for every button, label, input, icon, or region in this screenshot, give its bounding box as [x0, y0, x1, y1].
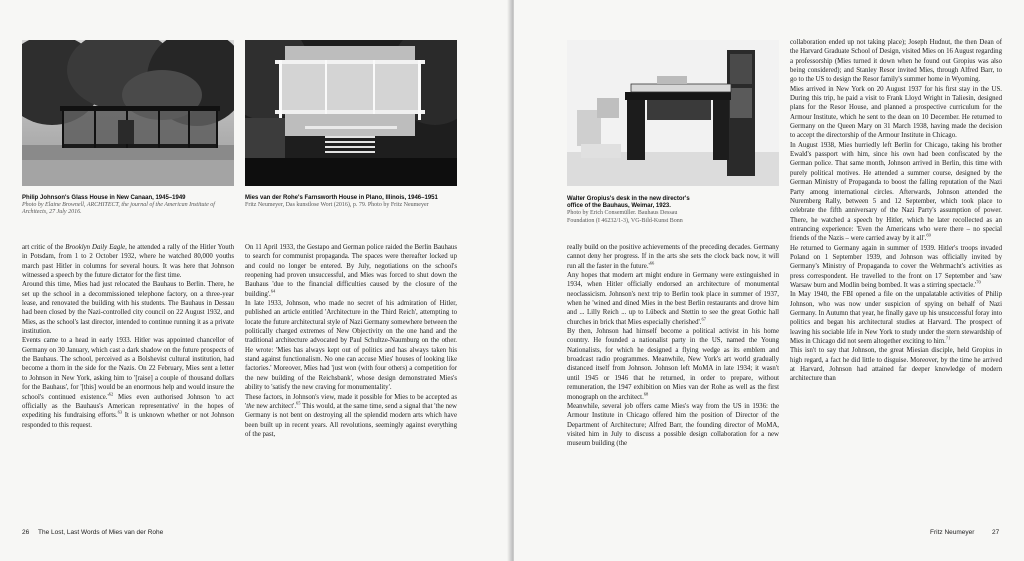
caption-credit: Photo by Erich Consemüller. Bauhaus Dessau Foundation (I 46232/1-3), VG-Bild-Kunst Bonn: [567, 210, 683, 224]
paragraph: art critic of the Brooklyn Daily Eagle, he attended a rally of the Hitler Youth in Potsdam, from 1 to 2 October 1932, where he watched 80,000 youths march past Hitler in columns for several hours. It was here that Johnson witnessed a speech by the future dictator for the first time.: [22, 244, 234, 280]
paragraph: Events came to a head in early 1933. Hitler was appointed chancellor of Germany on 30 January, which cast a dark shadow on the future prospects of the Bauhaus. The school, perceived as a Bolshevist cultural institution, had become a thorn in the side for the Nazis. On 22 February, Mies sent a letter to Johnson in New York, asking him to '[raise] a couple of thousand dollars for the Bauhaus', for '[this] would be an enormous help and would insure the school's continued $existence.'^{62}$ Mies even authorised Johnson 'to act officially as the Bauhaus's American representative' in the hopes of expediting his fundraising efforts.$^{63}$ It is unknown whether or not Johnson responded to this request.: [22, 337, 234, 429]
paragraph: really build on the positive achievements of the preceding decades. Germany cannot deny her progress. If in the arts she sets the clock back now, it will run all the faster in the $future.'^{66}$: [567, 244, 779, 270]
page-number-right: 27: [992, 529, 1000, 536]
caption-title: Philip Johnson's Glass House in New Canaan, 1945–1949: [22, 195, 186, 201]
glass-house-caption: [22, 195, 234, 217]
left-page: [0, 0, 510, 561]
paragraph: By then, Johnson had himself become a political activist in his home country. He founded a nationalist party in the US, named the Young Nationalists, for which he designed a flying wedge as its emblem and broadcast radio programmes. Meanwhile, New York's art world gradually distanced itself from Johnson. Johnson left MoMA in late 1934; it wasn't until 1945 or 1946 that he returned, in order to prepare, without remuneration, the 1947 exhibition on Mies van der Rohe as well as the first monograph on the architect.$^{68}$: [567, 328, 779, 401]
paragraph: Meanwhile, several job offers came Mies's way from the US in 1936: the Armour Institute in Chicago offered him the position of Director of the Department of Architecture; Alfred Barr, the founding director of MoMA, visited him in July to discuss a possible design collaboration for a new museum building (the: [567, 402, 779, 448]
glass-house-photo: [22, 40, 234, 186]
caption-credit: Fritz Neumeyer, Das kunstlose Wort (2016), p. 79. Photo by Fritz Neumeyer: [245, 202, 429, 209]
paragraph: These factors, in Johnson's view, made it possible for Mies to be accepted as 'the new architect'.$^{65}$ This would, at the same time, send a signal that 'the new Germany is not bent on destroying all the splendid modern arts which have been built up in recent years. All revolutions, seemingly against everything of the past,: [245, 393, 457, 438]
paragraph: collaboration ended up not taking place); Joseph Hudnut, the then Dean of the Harvard Graduate School of Design, visited Mies on 16 August regarding a professorship (Mies turned it down when he found out Gropius was also being considered); and Stanley Resor invited Mies, through Alfred Barr, to go to the US to design the Resor family's summer home in Wyoming.: [790, 39, 1002, 84]
paragraph: In late 1933, Johnson, who made no secret of his admiration of Hitler, published an article entitled 'Architecture in the Third Reich', attempting to locate the future architectural style of Nazi Germany somewhere between the politically charged extremes of New Objectivity on the one hand and the traditional architecture advocated by Paul Schultze-Naumburg on the other. He wrote: 'Mies has always kept out of politics and has always taken his stand against functionalism. No one can accuse Mies' houses of looking like factories.' Moreover, Mies had 'just won (with four others) a competition for the new building of the Reichsbank', whose design demonstrated Mies's ability to 'satisfy the new craving for monumentality'.: [245, 300, 457, 392]
text-column-right-1: [567, 243, 779, 523]
text-column-right-2: [790, 38, 1002, 523]
paragraph: On 11 April 1933, the Gestapo and German police raided the Berlin Bauhaus to search for communist propaganda. The spaces were thereafter locked up and could no longer be entered. By July, negotiations on the school's reopening had proven unsuccessful, and Mies was forced to shut down the Bauhaus 'due to the financial difficulties caused by the closure of the building'.$^{64}$: [245, 244, 457, 298]
running-title: The Lost, Last Words of Mies van der Rohe: [38, 529, 164, 536]
caption-credit: Photo by Elaine Brownell, ARCHITECT, the journal of the American Institute of Architects, 27 July 2016.: [22, 202, 215, 216]
page-number-left: 26: [22, 529, 30, 536]
gropius-desk-caption: [567, 196, 697, 225]
gropius-desk-photo: [567, 40, 779, 186]
text-column-left-1: [22, 243, 234, 523]
paragraph: In May 1940, the FBI opened a file on the unpalatable activities of Philip Johnson, who was now under suspicion of spying on behalf of Nazi Germany. In Autumn that year, he finally gave up his unsuccessful foray into politics and began his architectural studies at Harvard. The prospect of leaving his sociable life in New York to study under the stern stewardship of Mies in Chicago did not seem altogether exciting to him.$^{71}$: [790, 291, 1002, 345]
paragraph: Any hopes that modern art might endure in Germany were extinguished in 1934, when Hitler officially endorsed an architecture of monumental neoclassicism. Johnson's next trip to Berlin took place in summer of 1937, when he 'wined and dined Mies in the best Berlin restaurants and drove him and ... Lilly Reich ... up to Lübeck and Stettin to see the great Gothic hall churches in brick that Mies especially cherished'.$^{67}$: [567, 272, 779, 326]
right-page: [514, 0, 1024, 561]
paragraph: Around this time, Mies had just relocated the Bauhaus to Berlin. There, he set up the school in a decommissioned telephone factory, on a three-year lease, and renovated the building with his students. The Bauhaus in Dessau had been closed by the Nazi-controlled city council on 22 August 1932, and Mies, as the school's last director, intended to continue running it as a private institution.: [22, 281, 234, 336]
paragraph: He returned to Germany again in summer of 1939. Hitler's troops invaded Poland on 1 September 1939, and Johnson was officially invited by Germany's Ministry of Propaganda to cover the Wehrmacht's activities as press correspondent. He travelled to the front on 17 September and 'saw Warsaw burn and Modlin being bombed. It was a stirring $spectacle.'^{70}$: [790, 244, 1002, 289]
caption-title: Mies van der Rohe's Farnsworth House in Plano, Illinois, 1946–1951: [245, 195, 438, 201]
farnsworth-house-caption: [245, 195, 457, 209]
paragraph: This isn't to say that Johnson, the great Miesian disciple, held Gropius in high regard, a fact he did little to disguise. Moreover, by the time he arrived at Harvard, Johnson had attained far deeper knowledge of modern architecture than: [790, 347, 1002, 383]
running-author: Fritz Neumeyer: [930, 529, 975, 536]
paragraph: Mies arrived in New York on 20 August 1937 for his first stay in the US. During this trip, he paid a visit to Frank Lloyd Wright in Taliesin, designed plans for the Resor House, and planned a prospective curriculum for the Armour Institute, which he sent to the dean on 10 December. He returned to Germany on the Queen Mary on 31 March 1938, having made the decision to accept the directorship of the Armour Institute in Chicago.: [790, 85, 1002, 140]
text-column-left-2: [245, 243, 457, 523]
caption-title: Walter Gropius's desk in the new director's office of the Bauhaus, Weimar, 1923.: [567, 196, 690, 210]
farnsworth-house-photo: [245, 40, 457, 186]
paragraph: In August 1938, Mies hurriedly left Berlin for Chicago, taking his brother Ewald's passport with him, since his own had been confiscated by the German police. That same month, Johnson arrived in Berlin, this time with purely political motives. He attended a summer course, designed by the German Ministry of Propaganda to boost the falling reputation of the Nazi Party among international circles. Afterwards, Johnson attended the Nuremberg Rally, between 5 and 12 September, which took place to celebrate the fifth anniversary of the Nazi Party's assumption of power. There, he watched a speech by Hitler, which he later recollected as an entrancing experience: 'Even the Americans who were there – no special friends of the Nazis – were carried away by it all'.$^{69}$: [790, 141, 1002, 243]
